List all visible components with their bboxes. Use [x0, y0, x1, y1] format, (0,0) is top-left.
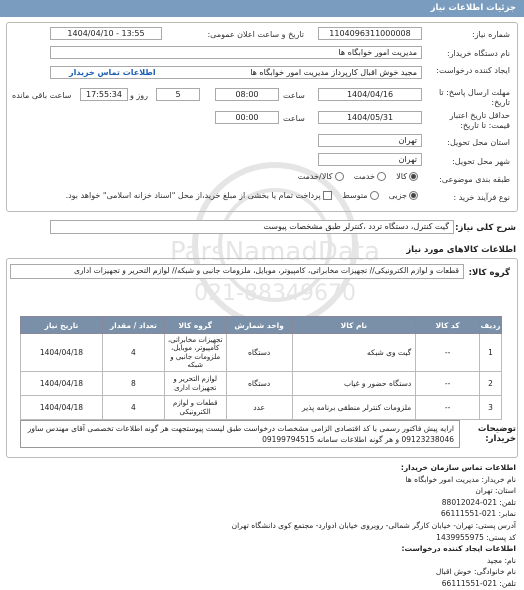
category-service-radio[interactable] [377, 172, 386, 181]
payment-checkbox[interactable] [323, 191, 332, 200]
announce-label: تاریخ و ساعت اعلان عمومی: [207, 30, 304, 39]
validity-time-label: ساعت [283, 114, 305, 123]
cell-date: 1404/04/18 [21, 396, 103, 420]
validity-label: حداقل تاریخ اعتبار قیمت: تا تاریخ: [449, 111, 510, 130]
col-unit: واحد شمارش [226, 317, 292, 334]
table-row[interactable] [21, 334, 502, 372]
col-code: کد کالا [416, 317, 480, 334]
watermark-phone: 021-88349670 [194, 281, 356, 306]
requester-value: مجید خوش اقبال کارپرداز مدیریت امور خوابگاه ها [250, 68, 417, 77]
category-label: طبقه بندی موضوعی: [439, 175, 510, 184]
buyer-field[interactable]: مدیریت امور خوابگاه ها [50, 46, 422, 59]
table-header-row [21, 317, 502, 334]
cell-name: گیت وی شبکه [292, 334, 416, 372]
process-partial-label: جزیی [388, 191, 407, 200]
cell-row: 1 [480, 334, 502, 372]
cell-group: قطعات و لوازم الکترونیکی [164, 396, 226, 420]
goods-section-title: اطلاعات کالاهای مورد نیاز [406, 245, 516, 255]
need-number-label: شماره نیاز: [472, 30, 510, 39]
col-group: گروه کالا [164, 317, 226, 334]
remaining-label: ساعت باقی مانده [12, 91, 72, 100]
buyer-contact-line: تلفن: 021-88012024 [441, 497, 516, 507]
category-goods-radio[interactable] [409, 172, 418, 181]
remaining-time-field[interactable]: 17:55:34 [80, 88, 128, 101]
col-row: ردیف [480, 317, 502, 334]
creator-contact-line: نام خانوادگی: خوش اقبال [435, 567, 516, 577]
reply-time-field[interactable]: 08:00 [215, 88, 279, 101]
goods-group-field[interactable]: قطعات و لوازم الکترونیکی// تجهیزات مخابراتی، کامپیوتر، موبایل، ملزومات جانبی و شبکه// لوازم التحریر و تجهیزات اداری [10, 264, 464, 279]
buyer-contact-line: نمابر: 021-66111551 [440, 509, 516, 519]
cell-row: 2 [480, 372, 502, 396]
buyer-contact-link[interactable]: اطلاعات تماس خریدار [69, 68, 156, 77]
province-label: استان محل تحویل: [447, 138, 510, 147]
creator-contact-title: اطلاعات ایجاد کننده درخواست: [401, 544, 516, 554]
process-label: نوع فرآیند خرید : [453, 193, 510, 202]
process-partial-radio[interactable] [409, 191, 418, 200]
page-title-bar [0, 0, 524, 17]
payment-text: پرداخت تمام یا بخشی از مبلغ خرید،از محل "اسناد خزانه اسلامی" خواهد بود. [65, 191, 321, 200]
cell-code: -- [416, 372, 480, 396]
process-medium-label: متوسط [342, 191, 368, 200]
category-options [298, 172, 418, 181]
requester-field[interactable] [50, 66, 422, 79]
days-label: روز و [130, 91, 148, 100]
buyer-contact-line: استان: تهران [475, 486, 516, 496]
validity-date-field[interactable]: 1404/05/31 [318, 111, 422, 124]
goods-table [20, 316, 502, 420]
cell-qty: 4 [102, 334, 164, 372]
validity-time-field[interactable]: 00:00 [215, 111, 279, 124]
process-medium-radio[interactable] [370, 191, 379, 200]
page-title: جزئیات اطلاعات نیاز [430, 3, 516, 13]
cell-date: 1404/04/18 [21, 372, 103, 396]
col-name: نام کالا [292, 317, 416, 334]
cell-group: لوازم التحریر و تجهیزات اداری [164, 372, 226, 396]
cell-qty: 4 [102, 396, 164, 420]
category-service-label: خدمت [353, 172, 376, 181]
creator-contact-line: نام: مجید [487, 555, 516, 565]
province-field[interactable]: تهران [318, 134, 422, 147]
need-number-field[interactable]: 1104096311000008 [318, 27, 422, 40]
table-row[interactable] [21, 372, 502, 396]
category-goods-service-radio[interactable] [335, 172, 344, 181]
buyer-contact-line: آدرس پستی: تهران- خیابان کارگر شمالی- روبروی خیابان ادوارد- مجتمع کوی دانشگاه تهران [231, 520, 516, 530]
summary-field[interactable]: گیت کنترل، دستگاه تردد ،کنترلر طبق مشخصات پیوست [50, 220, 454, 234]
category-goods-service-label: کالا/خدمت [297, 172, 333, 181]
days-field[interactable]: 5 [156, 88, 200, 101]
buyer-contact-line: کد پستی: 1439955975 [436, 532, 516, 542]
cell-unit: دستگاه [226, 334, 292, 372]
notes-label: توضیحات خریدار: [477, 424, 516, 444]
category-goods-label: کالا [396, 172, 407, 181]
announce-field[interactable]: 1404/04/10 - 13:55 [50, 27, 162, 40]
cell-row: 3 [480, 396, 502, 420]
reply-time-label: ساعت [283, 91, 305, 100]
cell-date: 1404/04/18 [21, 334, 103, 372]
reply-date-field[interactable]: 1404/04/16 [318, 88, 422, 101]
process-options [66, 191, 418, 200]
col-date: تاریخ نیاز [21, 317, 103, 334]
cell-qty: 8 [102, 372, 164, 396]
cell-name: دستگاه حضور و غیاب [292, 372, 416, 396]
notes-field: ارایه پیش فاکتور رسمی با کد اقتصادی الزامی مشخصات درخواست طبق لیست پیوستجهت هر گونه اطلاعات تخصصی آقای مهندس ساور 09123238046 و هر گونه اطلاعات سامانه 09199794515 [20, 420, 460, 448]
buyer-label: نام دستگاه خریدار: [447, 49, 510, 58]
col-qty: تعداد / مقدار [102, 317, 164, 334]
cell-name: ملزومات کنترلر منطقی برنامه پذیر [292, 396, 416, 420]
cell-unit: عدد [226, 396, 292, 420]
buyer-contact-title: اطلاعات تماس سازمان خریدار: [400, 463, 516, 472]
cell-unit: دستگاه [226, 372, 292, 396]
city-label: شهر محل تحویل: [452, 157, 510, 166]
cell-group: تجهیزات مخابراتی، کامپیوتر، موبایل، ملزومات جانبی و شبکه [164, 334, 226, 372]
goods-group-label: گروه کالا: [468, 268, 510, 278]
creator-contact-line: تلفن: 021-66111551 [441, 578, 516, 588]
requester-label: ایجاد کننده درخواست: [436, 66, 510, 75]
cell-code: -- [416, 334, 480, 372]
buyer-contact-line: نام خریدار: مدیریت امور خوابگاه ها [405, 474, 516, 484]
watermark-brand: ParsNamadData [170, 237, 380, 267]
reply-deadline-label: مهلت ارسال پاسخ: تا تاریخ: [438, 88, 510, 107]
table-row[interactable] [21, 396, 502, 420]
cell-code: -- [416, 396, 480, 420]
city-field[interactable]: تهران [318, 153, 422, 166]
summary-label: شرح کلی نیاز: [455, 223, 516, 233]
buyer-contact-block [16, 462, 516, 590]
